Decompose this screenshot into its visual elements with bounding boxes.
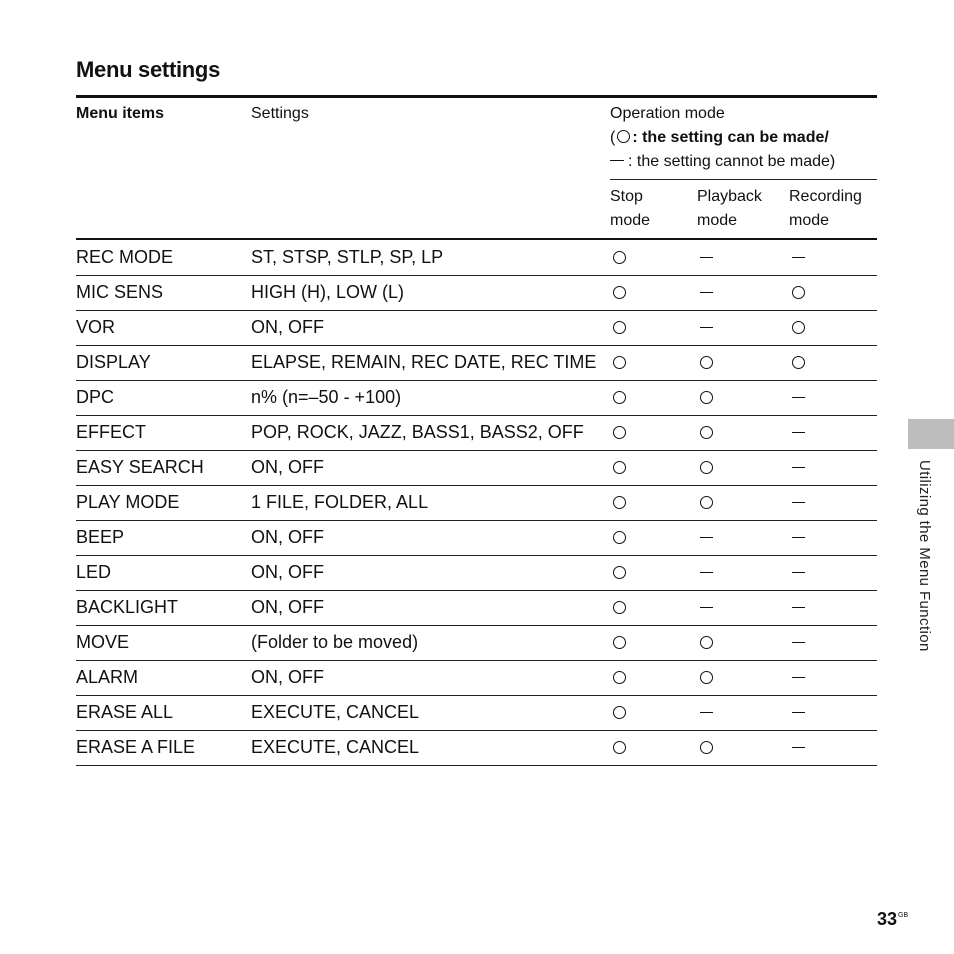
table-row <box>76 520 877 556</box>
header-rec-line2: mode <box>789 212 830 229</box>
page-number-suffix: GB <box>898 912 909 919</box>
row-menu-item: DPC <box>76 387 115 407</box>
recording-mode-dash-icon <box>788 450 808 485</box>
playback-mode-dash-icon <box>696 310 716 345</box>
row-menu-item: MIC SENS <box>76 282 164 302</box>
stop-mode-circle-icon <box>609 275 629 310</box>
playback-mode-dash-icon <box>696 275 716 310</box>
recording-mode-dash-icon <box>788 695 808 730</box>
recording-mode-dash-icon <box>788 415 808 450</box>
table-row <box>76 380 877 416</box>
recording-mode-circle-icon <box>788 310 808 345</box>
page-number <box>877 909 908 930</box>
stop-mode-circle-icon <box>609 345 629 380</box>
row-settings: EXECUTE, CANCEL <box>251 737 420 757</box>
row-settings: ELAPSE, REMAIN, REC DATE, REC TIME <box>251 352 597 372</box>
stop-mode-circle-icon <box>609 485 629 520</box>
stop-mode-circle-icon <box>609 660 629 695</box>
recording-mode-circle-icon <box>788 345 808 380</box>
table-top-rule <box>76 95 877 98</box>
recording-mode-dash-icon <box>788 625 808 660</box>
stop-mode-circle-icon <box>609 695 629 730</box>
header-stop-mode <box>610 185 650 233</box>
stop-mode-circle-icon <box>609 520 629 555</box>
table-row <box>76 450 877 486</box>
recording-mode-dash-icon <box>788 380 808 415</box>
legend-can-line: ( : the setting can be made/ <box>610 129 829 146</box>
recording-mode-dash-icon <box>788 555 808 590</box>
stop-mode-circle-icon <box>609 380 629 415</box>
row-settings: ON, OFF <box>251 562 324 582</box>
row-menu-item: BEEP <box>76 527 125 547</box>
recording-mode-dash-icon <box>788 485 808 520</box>
header-settings: Settings <box>251 105 309 122</box>
row-menu-item: LED <box>76 562 112 582</box>
table-row <box>76 660 877 696</box>
table-row <box>76 695 877 731</box>
row-settings: ON, OFF <box>251 527 324 547</box>
stop-mode-circle-icon <box>609 625 629 660</box>
legend-can-text: : the setting can be made/ <box>632 129 829 146</box>
legend-cannot-line <box>610 150 835 174</box>
row-settings: 1 FILE, FOLDER, ALL <box>251 492 429 512</box>
recording-mode-circle-icon <box>788 275 808 310</box>
page-number-value: 33 <box>877 909 898 929</box>
header-playback-mode <box>697 185 762 233</box>
stop-mode-circle-icon <box>609 450 629 485</box>
row-settings: POP, ROCK, JAZZ, BASS1, BASS2, OFF <box>251 422 584 442</box>
playback-mode-dash-icon <box>696 695 716 730</box>
row-menu-item: EASY SEARCH <box>76 457 204 477</box>
header-play-line1: Playback <box>697 188 762 205</box>
row-menu-item: ERASE A FILE <box>76 737 196 757</box>
playback-mode-circle-icon <box>696 485 716 520</box>
table-row <box>76 240 877 276</box>
row-settings: ON, OFF <box>251 597 324 617</box>
legend-cannot-text: : the setting cannot be made) <box>628 153 836 170</box>
row-menu-item: PLAY MODE <box>76 492 180 512</box>
header-stop-line1: Stop <box>610 188 643 205</box>
row-menu-item: VOR <box>76 317 116 337</box>
stop-mode-circle-icon <box>609 240 629 275</box>
playback-mode-dash-icon <box>696 240 716 275</box>
table-row <box>76 555 877 591</box>
playback-mode-circle-icon <box>696 625 716 660</box>
row-menu-item: ERASE ALL <box>76 702 174 722</box>
stop-mode-circle-icon <box>609 730 629 765</box>
playback-mode-circle-icon <box>696 450 716 485</box>
row-settings: EXECUTE, CANCEL <box>251 702 420 722</box>
header-menu-items: Menu items <box>76 105 165 122</box>
row-menu-item: REC MODE <box>76 247 174 267</box>
row-menu-item: BACKLIGHT <box>76 597 179 617</box>
recording-mode-dash-icon <box>788 730 808 765</box>
playback-mode-circle-icon <box>696 415 716 450</box>
row-settings: n% (n=–50 - +100) <box>251 387 402 407</box>
table-row <box>76 590 877 626</box>
recording-mode-dash-icon <box>788 590 808 625</box>
stop-mode-circle-icon <box>609 555 629 590</box>
recording-mode-dash-icon <box>788 240 808 275</box>
table-row <box>76 485 877 521</box>
row-settings: ON, OFF <box>251 317 324 337</box>
circle-icon <box>617 130 630 143</box>
row-settings: ST, STSP, STLP, SP, LP <box>251 247 444 267</box>
stop-mode-circle-icon <box>609 310 629 345</box>
playback-mode-circle-icon <box>696 730 716 765</box>
row-settings: HIGH (H), LOW (L) <box>251 282 404 302</box>
table-row <box>76 730 877 766</box>
playback-mode-circle-icon <box>696 660 716 695</box>
table-row <box>76 415 877 451</box>
section-side-label: Utilizing the Menu Function <box>916 460 933 652</box>
row-settings: (Folder to be moved) <box>251 632 419 652</box>
table-row <box>76 625 877 661</box>
header-operation-mode: Operation mode <box>610 105 725 122</box>
row-menu-item: ALARM <box>76 667 139 687</box>
row-menu-item: DISPLAY <box>76 352 151 372</box>
playback-mode-dash-icon <box>696 555 716 590</box>
row-menu-item: EFFECT <box>76 422 146 442</box>
table-row <box>76 345 877 381</box>
playback-mode-circle-icon <box>696 345 716 380</box>
row-settings: ON, OFF <box>251 667 324 687</box>
header-rec-line1: Recording <box>789 188 862 205</box>
row-settings: ON, OFF <box>251 457 324 477</box>
header-stop-line2: mode <box>610 212 651 229</box>
playback-mode-circle-icon <box>696 380 716 415</box>
recording-mode-dash-icon <box>788 660 808 695</box>
operation-mode-subrule <box>610 179 877 180</box>
recording-mode-dash-icon <box>788 520 808 555</box>
header-play-line2: mode <box>697 212 738 229</box>
table-row <box>76 275 877 311</box>
header-recording-mode <box>789 185 862 233</box>
table-row <box>76 310 877 346</box>
playback-mode-dash-icon <box>696 590 716 625</box>
dash-icon <box>610 160 624 162</box>
stop-mode-circle-icon <box>609 590 629 625</box>
section-tab <box>908 419 954 449</box>
row-menu-item: MOVE <box>76 632 130 652</box>
playback-mode-dash-icon <box>696 520 716 555</box>
stop-mode-circle-icon <box>609 415 629 450</box>
page-title: Menu settings <box>76 57 220 82</box>
